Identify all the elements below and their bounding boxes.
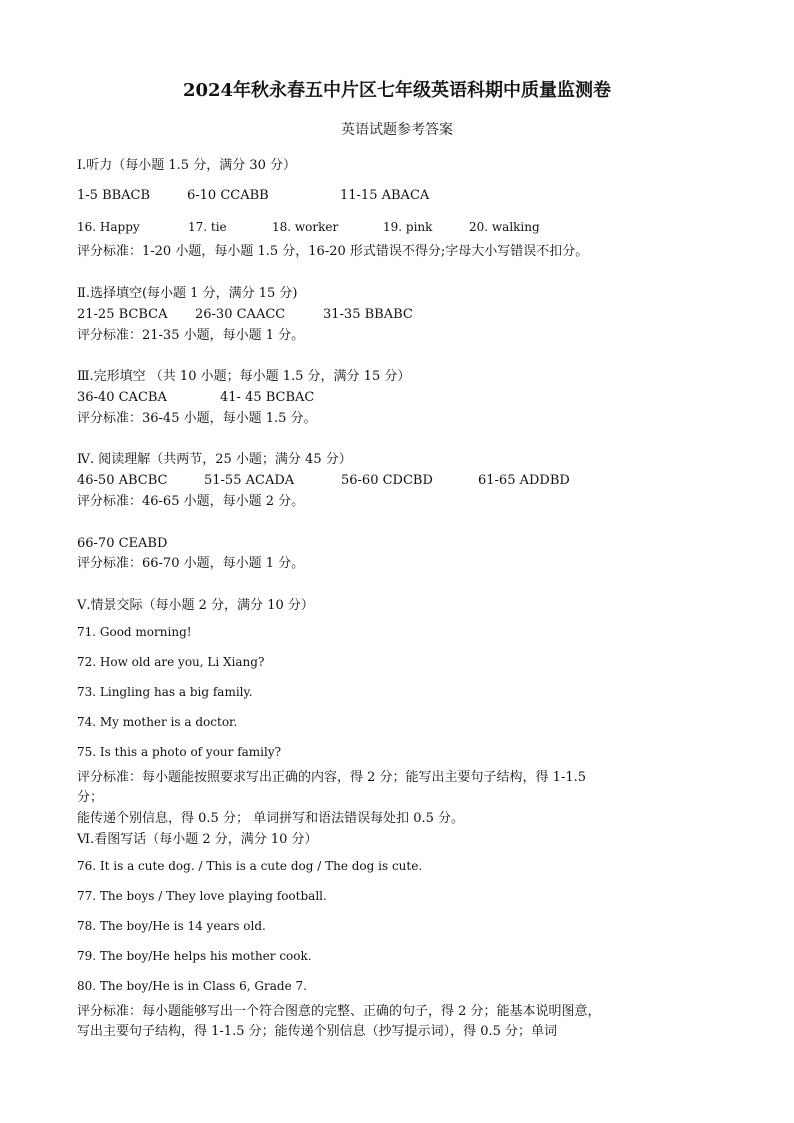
- section-5-criteria-line-3: 能传递个别信息，得 0.5 分； 单词拼写和语法错误每处扣 0.5 分。: [77, 811, 465, 826]
- section-3-criteria: 评分标准：36-45 小题，每小题 1.5 分。: [77, 411, 317, 426]
- answer-group: 46-50 ABCBC: [77, 473, 168, 488]
- section-1-heading: Ⅰ.听力（每小题 1.5 分，满分 30 分）: [77, 158, 297, 173]
- answer-word: 17. tie: [188, 220, 227, 234]
- answer-word: 19. pink: [383, 220, 433, 234]
- section-5-heading: Ⅴ.情景交际（每小题 2 分，满分 10 分）: [77, 598, 314, 613]
- section-6-heading: Ⅵ.看图写话（每小题 2 分，满分 10 分）: [77, 832, 318, 847]
- document-title: 2024年秋永春五中片区七年级英语科期中质量监测卷: [182, 80, 612, 101]
- section-6-criteria-line-2: 写出主要句子结构，得 1-1.5 分；能传递个别信息（抄写提示词），得 0.5 分；单词: [77, 1024, 558, 1039]
- section-4-heading: Ⅳ. 阅读理解（共两节，25 小题；满分 45 分）: [77, 452, 352, 467]
- answer-word: 16. Happy: [77, 220, 140, 234]
- section-3-heading: Ⅲ.完形填空 （共 10 小题；每小题 1.5 分，满分 15 分）: [77, 369, 411, 384]
- answer-78: 78. The boy/He is 14 years old.: [77, 919, 266, 933]
- answer-74: 74. My mother is a doctor.: [77, 715, 238, 729]
- section-5-criteria-line-2: 分；: [77, 790, 104, 805]
- section-4-answers-66-70: 66-70 CEABD: [77, 536, 168, 551]
- answer-group: 61-65 ADDBD: [478, 473, 570, 488]
- answer-word: 18. worker: [272, 220, 339, 234]
- answer-80: 80. The boy/He is in Class 6, Grade 7.: [77, 979, 307, 993]
- section-4-criteria-2: 评分标准：66-70 小题，每小题 1 分。: [77, 556, 305, 571]
- answer-77: 77. The boys / They love playing football.: [77, 889, 327, 903]
- answer-76: 76. It is a cute dog. / This is a cute dog / The dog is cute.: [77, 859, 423, 873]
- answer-71: 71. Good morning!: [77, 625, 192, 639]
- answer-group: 41- 45 BCBAC: [220, 390, 315, 405]
- answer-group: 26-30 CAACC: [195, 307, 286, 322]
- section-4-criteria-1: 评分标准：46-65 小题，每小题 2 分。: [77, 494, 305, 509]
- answer-75: 75. Is this a photo of your family?: [77, 745, 282, 759]
- answer-79: 79. The boy/He helps his mother cook.: [77, 949, 312, 963]
- answer-group: 36-40 CACBA: [77, 390, 167, 405]
- answer-73: 73. Lingling has a big family.: [77, 685, 253, 699]
- section-2-heading: Ⅱ.选择填空(每小题 1 分，满分 15 分): [77, 286, 298, 301]
- section-1-criteria: 评分标准：1-20 小题，每小题 1.5 分，16-20 形式错误不得分;字母大小写错误不扣分。: [77, 244, 589, 259]
- answer-group: 31-35 BBABC: [323, 307, 413, 322]
- answer-group: 21-25 BCBCA: [77, 307, 168, 322]
- section-2-criteria: 评分标准：21-35 小题，每小题 1 分。: [77, 328, 305, 343]
- section-6-criteria-line-1: 评分标准：每小题能够写出一个符合图意的完整、正确的句子，得 2 分；能基本说明图意，: [77, 1004, 601, 1019]
- section-5-criteria-line-1: 评分标准：每小题能按照要求写出正确的内容，得 2 分；能写出主要句子结构，得 1-1.5: [77, 770, 587, 785]
- answer-72: 72. How old are you, Li Xiang?: [77, 655, 265, 669]
- answer-group: 56-60 CDCBD: [341, 473, 433, 488]
- answer-group: 6-10 CCABB: [187, 188, 269, 203]
- answer-word: 20. walking: [469, 220, 540, 234]
- answer-group: 51-55 ACADA: [204, 473, 295, 488]
- answer-group: 11-15 ABACA: [340, 188, 430, 203]
- answer-group: 1-5 BBACB: [77, 188, 151, 203]
- document-subtitle: 英语试题参考答案: [341, 122, 453, 138]
